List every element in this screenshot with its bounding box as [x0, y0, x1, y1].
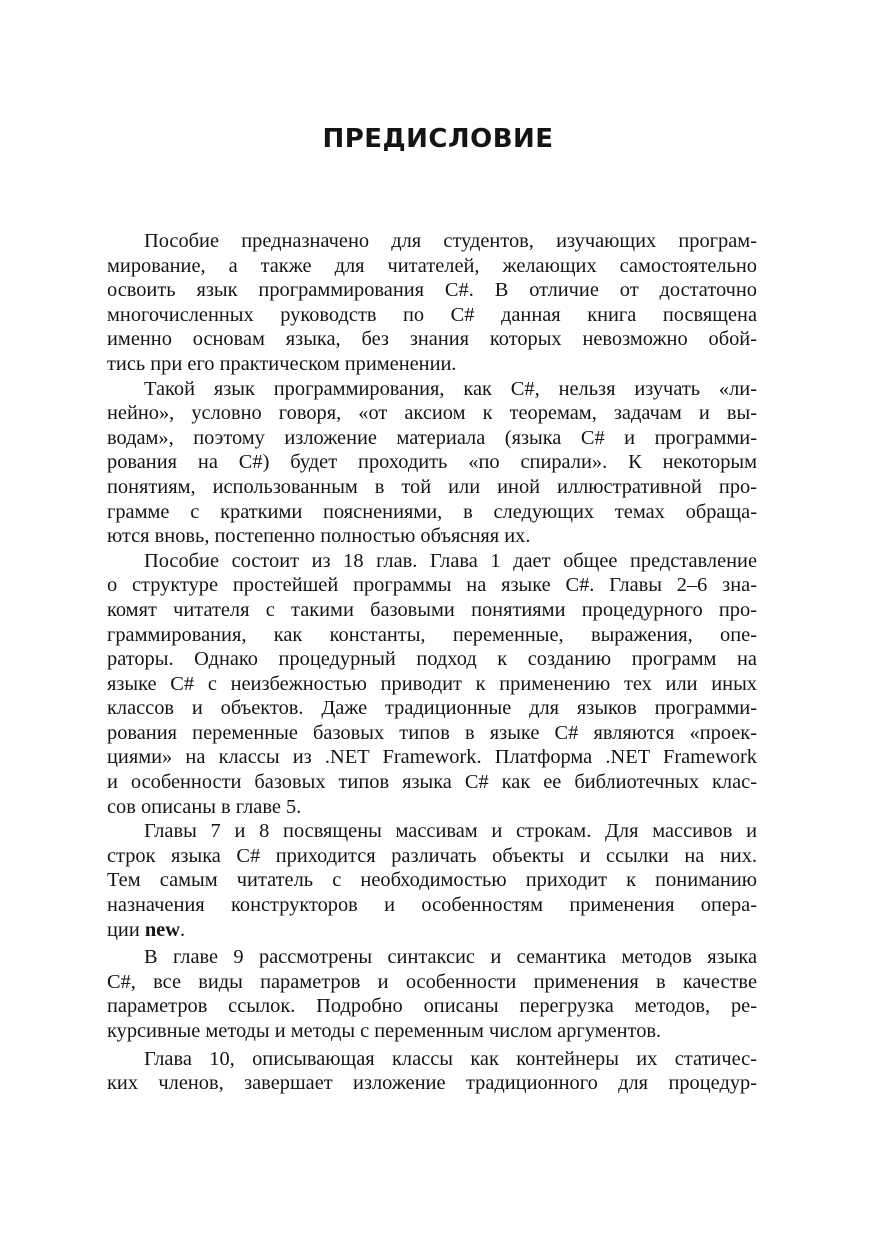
text-line: Глава 10, описывающая классы как контейнеры их статичес- — [144, 1047, 757, 1070]
page-title: ПРЕДИСЛОВИЕ — [322, 124, 554, 154]
text-fragment: ции — [107, 918, 145, 941]
keyword-new: new — [144, 918, 180, 941]
text-line: классов и объектов. Даже традиционные для языков программи- — [107, 697, 757, 720]
text-line: о структуре простейшей программы на языке C#. Главы 2–6 зна- — [107, 574, 757, 597]
page-body — [107, 229, 757, 1096]
text-line: Тем самым читатель с необходимостью приходит к пониманию — [107, 869, 757, 892]
text-line: раторы. Однако процедурный подход к созданию программ на — [107, 648, 757, 671]
text-line: ются вновь, постепенно полностью объясняя их. — [107, 525, 531, 548]
text-line: нейно», условно говоря, «от аксиом к теоремам, задачам и вы- — [107, 402, 757, 425]
text-line: освоить язык программирования C#. В отличие от достаточно — [107, 279, 757, 302]
text-line: грамме с краткими пояснениями, в следующих темах обраща- — [107, 500, 757, 523]
text-line: Такой язык программирования, как C#, нельзя изучать «ли- — [144, 377, 757, 400]
text-line: строк языка C# приходится различать объекты и ссылки на них. — [107, 844, 757, 867]
text-line: курсивные методы и методы с переменным числом аргументов. — [107, 1020, 662, 1042]
text-line: сов описаны в главе 5. — [107, 795, 302, 818]
paragraph-5 — [107, 945, 757, 1043]
text-line: Главы 7 и 8 посвящены массивам и строкам. Для массивов и — [144, 820, 757, 843]
paragraph-3 — [107, 549, 757, 820]
text-line: граммирования, как константы, переменные, выражения, опе- — [107, 623, 757, 646]
text-line — [107, 918, 757, 943]
text-line: многочисленных руководств по C# данная книга посвящена — [107, 303, 757, 326]
text-line: рования переменные базовых типов в языке C# являются «проек- — [107, 721, 757, 744]
paragraph-2 — [107, 377, 757, 549]
paragraph-4 — [107, 819, 757, 942]
text-line: понятиям, использованным в той или иной иллюстративной про- — [107, 475, 757, 498]
text-line: и особенности базовых типов языка C# как ее библиотечных клас- — [107, 771, 757, 794]
text-line: назначения конструкторов и особенностям применения опера- — [107, 894, 757, 917]
text-line: Пособие предназначено для студентов, изучающих програм- — [144, 230, 757, 252]
text-line: именно основам языка, без знания которых невозможно обой- — [107, 328, 757, 351]
text-line: рования на C#) будет проходить «по спирали». К некоторым — [107, 451, 757, 474]
text-line: Пособие состоит из 18 глав. Глава 1 дает общее представление — [144, 549, 757, 572]
text-line: циями» на классы из .NET Framework. Платформа .NET Framework — [107, 746, 757, 769]
text-line: ких членов, завершает изложение традиционного для процедур- — [107, 1072, 757, 1095]
paragraph-6 — [107, 1047, 757, 1096]
text-line: водам», поэтому изложение материала (языка C# и программи- — [107, 426, 757, 449]
text-line: комят читателя с такими базовыми понятиями процедурного про- — [107, 598, 757, 621]
text-line: В главе 9 рассмотрены синтаксис и семантика методов языка — [144, 946, 757, 969]
text-line: тись при его практическом применении. — [107, 352, 457, 375]
text-line: языке C# с неизбежностью приводит к применению тех или иных — [107, 672, 757, 695]
text-line: C#, все виды параметров и особенности применения в качестве — [107, 970, 757, 993]
text-fragment: . — [179, 918, 186, 941]
paragraph-1 — [107, 229, 757, 377]
text-line: параметров ссылок. Подробно описаны перегрузка методов, ре- — [107, 995, 757, 1018]
text-line: мирование, а также для читателей, желающих самостоятельно — [107, 254, 757, 277]
